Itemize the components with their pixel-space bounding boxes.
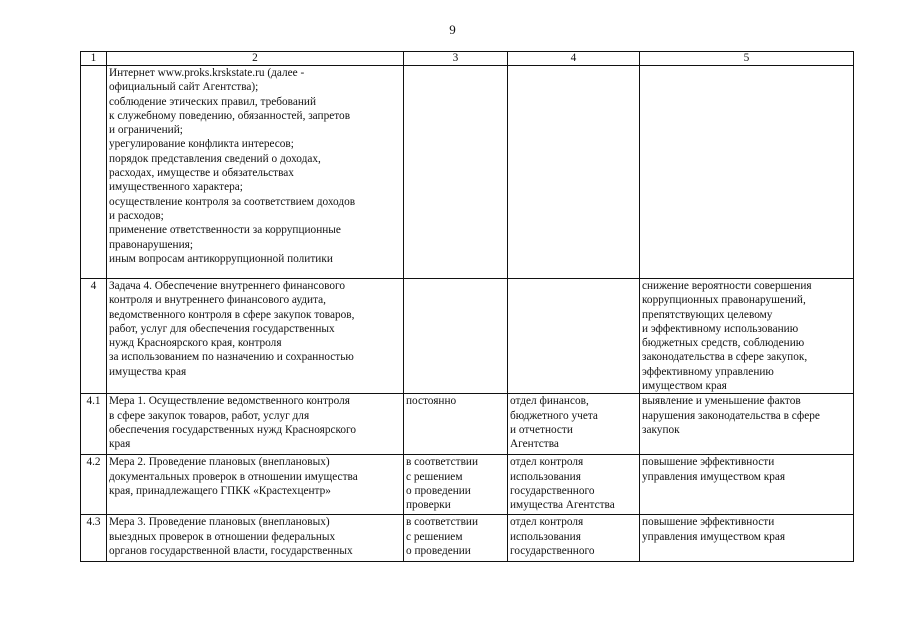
description-cell (107, 66, 404, 279)
deadline-cell (404, 515, 508, 562)
cell-text-line: края (109, 438, 131, 451)
header-cell: 2 (107, 52, 404, 66)
cell-text-line: правонарушения; (109, 238, 193, 251)
cell-text-line: нарушения законодательства в сфере (642, 409, 820, 422)
cell-text-line: документальных проверок в отношении имущества (109, 470, 358, 483)
responsible-cell (508, 455, 640, 515)
cell-text-line: о проведении (406, 544, 471, 557)
cell-text-line: края, принадлежащего ГПКК «Крастехцентр» (109, 484, 331, 497)
cell-text-line: управления имуществом края (642, 470, 786, 483)
cell-text-line: имуществом края (642, 380, 727, 393)
row-number-cell: 4.2 (81, 455, 107, 515)
cell-text-line: контроля и внутреннего финансового аудита, (109, 294, 327, 307)
result-cell (640, 279, 854, 394)
cell-text-line: снижение вероятности совершения (642, 280, 812, 292)
cell-text-line: порядок представления сведений о доходах, (109, 152, 321, 165)
cell-text-line: в соответствии (406, 516, 478, 529)
cell-text-line: постоянно (406, 395, 457, 408)
cell-text-line: выявление и уменьшение фактов (642, 395, 801, 408)
header-cell: 4 (508, 52, 640, 66)
responsible-cell (508, 279, 640, 394)
cell-text-line: органов государственной власти, государственных (109, 544, 353, 557)
cell-text-line: имущества Агентства (510, 499, 615, 512)
cell-text-line: ведомственного контроля в сфере закупок товаров, (109, 308, 355, 321)
cell-text-line: к служебному поведению, обязанностей, запретов (109, 109, 351, 122)
cell-text-line: законодательства в сфере закупок, (642, 351, 808, 364)
cell-text-line: бюджетного учета (510, 409, 598, 422)
cell-text-line: иным вопросам антикоррупционной политики (109, 252, 333, 265)
cell-text-line: с решением (406, 470, 463, 483)
result-cell (640, 515, 854, 562)
row-number-cell: 4 (81, 279, 107, 394)
deadline-cell (404, 394, 508, 455)
cell-text-line: отдел контроля (510, 516, 584, 529)
cell-text-line: эффективному управлению (642, 365, 774, 378)
cell-text-line: о проведении (406, 484, 471, 497)
cell-text-line: официальный сайт Агентства); (109, 81, 259, 94)
cell-text-line: государственного (510, 544, 595, 557)
cell-text-line: препятствующих целевому (642, 308, 773, 321)
cell-text-line: расходах, имуществе и обязательствах (109, 167, 294, 180)
cell-text-line: отдел контроля (510, 456, 584, 469)
deadline-cell (404, 455, 508, 515)
cell-text-line: Мера 2. Проведение плановых (внеплановых) (109, 456, 330, 469)
header-cell: 3 (404, 52, 508, 66)
result-cell (640, 394, 854, 455)
result-cell (640, 66, 854, 279)
cell-text-line: обеспечения государственных нужд Красноярского (109, 423, 357, 436)
cell-text-line: имущественного характера; (109, 181, 243, 194)
cell-text-line: в сфере закупок товаров, работ, услуг для (109, 409, 310, 422)
deadline-cell (404, 279, 508, 394)
cell-text-line: и ограничений; (109, 124, 183, 137)
cell-text-line: Задача 4. Обеспечение внутреннего финансового (109, 280, 346, 292)
measures-table (80, 51, 854, 562)
responsible-cell (508, 394, 640, 455)
cell-text-line: и эффективному использованию (642, 322, 799, 335)
cell-text-line: Мера 1. Осуществление ведомственного контроля (109, 395, 351, 408)
cell-text-line: в соответствии (406, 456, 478, 469)
row-number-cell: 4.1 (81, 394, 107, 455)
cell-text-line: управления имуществом края (642, 530, 786, 543)
cell-text-line: Интернет www.proks.krskstate.ru (далее - (109, 67, 305, 79)
cell-text-line: имущества края (109, 365, 187, 378)
description-cell (107, 279, 404, 394)
description-cell (107, 515, 404, 562)
cell-text-line: и расходов; (109, 209, 164, 222)
cell-text-line: за использованием по назначению и сохранностью (109, 351, 354, 364)
responsible-cell (508, 515, 640, 562)
deadline-cell (404, 66, 508, 279)
cell-text-line: бюджетных средств, соблюдению (642, 337, 805, 350)
header-cell: 5 (640, 52, 854, 66)
cell-text-line: Агентства (510, 438, 559, 451)
cell-text-line: выездных проверок в отношении федеральных (109, 530, 336, 543)
page-number: 9 (449, 22, 456, 37)
cell-text-line: использования (510, 530, 581, 543)
cell-text-line: и отчетности (510, 423, 573, 436)
cell-text-line: повышение эффективности (642, 456, 775, 469)
table-row (81, 279, 854, 394)
cell-text-line: урегулирование конфликта интересов; (109, 138, 294, 151)
row-number-cell: 4.3 (81, 515, 107, 562)
description-cell (107, 394, 404, 455)
cell-text-line: отдел финансов, (510, 395, 589, 408)
cell-text-line: соблюдение этических правил, требований (109, 95, 316, 108)
table-row (81, 394, 854, 455)
header-cell: 1 (81, 52, 107, 66)
cell-text-line: Мера 3. Проведение плановых (внеплановых) (109, 516, 330, 529)
cell-text-line: с решением (406, 530, 463, 543)
table-row (81, 455, 854, 515)
cell-text-line: повышение эффективности (642, 516, 775, 529)
cell-text-line: проверки (406, 499, 451, 512)
table-header-row (81, 52, 854, 66)
cell-text-line: применение ответственности за коррупционные (109, 224, 341, 237)
cell-text-line: работ, услуг для обеспечения государственных (109, 322, 335, 335)
cell-text-line: коррупционных правонарушений, (642, 294, 806, 307)
responsible-cell (508, 66, 640, 279)
cell-text-line: нужд Красноярского края, контроля (109, 337, 282, 350)
cell-text-line: государственного (510, 484, 595, 497)
cell-text-line: осуществление контроля за соответствием доходов (109, 195, 356, 208)
row-number-cell (81, 66, 107, 279)
cell-text-line: закупок (642, 423, 680, 436)
table-row (81, 515, 854, 562)
table-row (81, 66, 854, 279)
description-cell (107, 455, 404, 515)
result-cell (640, 455, 854, 515)
cell-text-line: использования (510, 470, 581, 483)
